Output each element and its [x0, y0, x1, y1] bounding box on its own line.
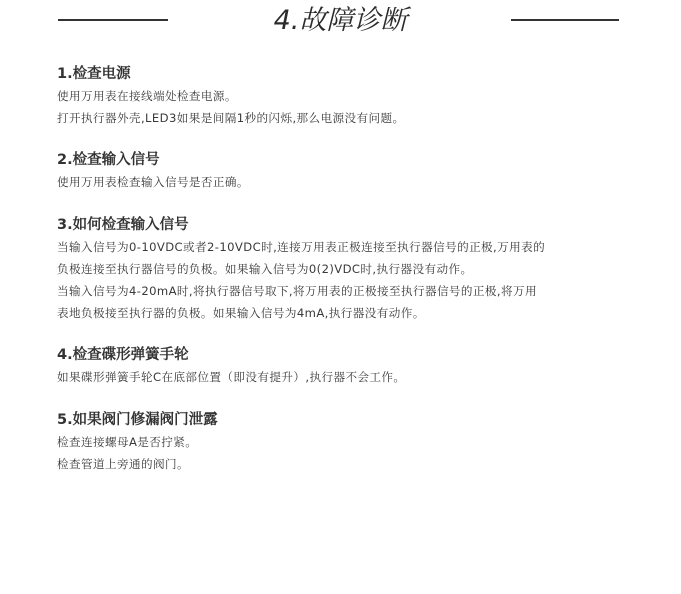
paragraph-line: 表地负极接至执行器的负极。如果输入信号为4mA,执行器没有动作。 [57, 306, 425, 320]
paragraph-line: 如果碟形弹簧手轮C在底部位置（即没有提升）,执行器不会工作。 [57, 370, 406, 384]
section-valve-leak [57, 409, 637, 475]
paragraph-line: 检查管道上旁通的阀门。 [57, 457, 189, 471]
section-check-disc-spring-handwheel [57, 344, 637, 388]
section-heading: 1.检查电源 [57, 66, 131, 82]
section-heading: 4.检查碟形弹簧手轮 [57, 347, 189, 363]
paragraph-line: 使用万用表检查输入信号是否正确。 [57, 175, 249, 189]
section-title-row [0, 0, 681, 44]
paragraph-line: 负极连接至执行器信号的负极。如果输入信号为0(2)VDC时,执行器没有动作。 [57, 262, 473, 276]
paragraph-line: 当输入信号为0-10VDC或者2-10VDC时,连接万用表正极连接至执行器信号的正极,万用表的 [57, 240, 546, 254]
section-check-power [57, 63, 637, 129]
title-divider-right [511, 19, 619, 21]
paragraph-line: 检查连接螺母A是否拧紧。 [57, 435, 198, 449]
section-how-to-check-input-signal [57, 214, 637, 324]
section-heading: 5.如果阀门修漏阀门泄露 [57, 412, 218, 428]
paragraph-line: 打开执行器外壳,LED3如果是间隔1秒的闪烁,那么电源没有问题。 [57, 111, 405, 125]
paragraph-line: 当输入信号为4-20mA时,将执行器信号取下,将万用表的正极接至执行器信号的正极,将万用 [57, 284, 537, 298]
section-heading: 2.检查输入信号 [57, 152, 160, 168]
section-check-input-signal [57, 149, 637, 193]
section-heading: 3.如何检查输入信号 [57, 217, 189, 233]
paragraph-line: 使用万用表在接线端处检查电源。 [57, 89, 237, 103]
page-title: 4.故障诊断 [273, 5, 408, 36]
